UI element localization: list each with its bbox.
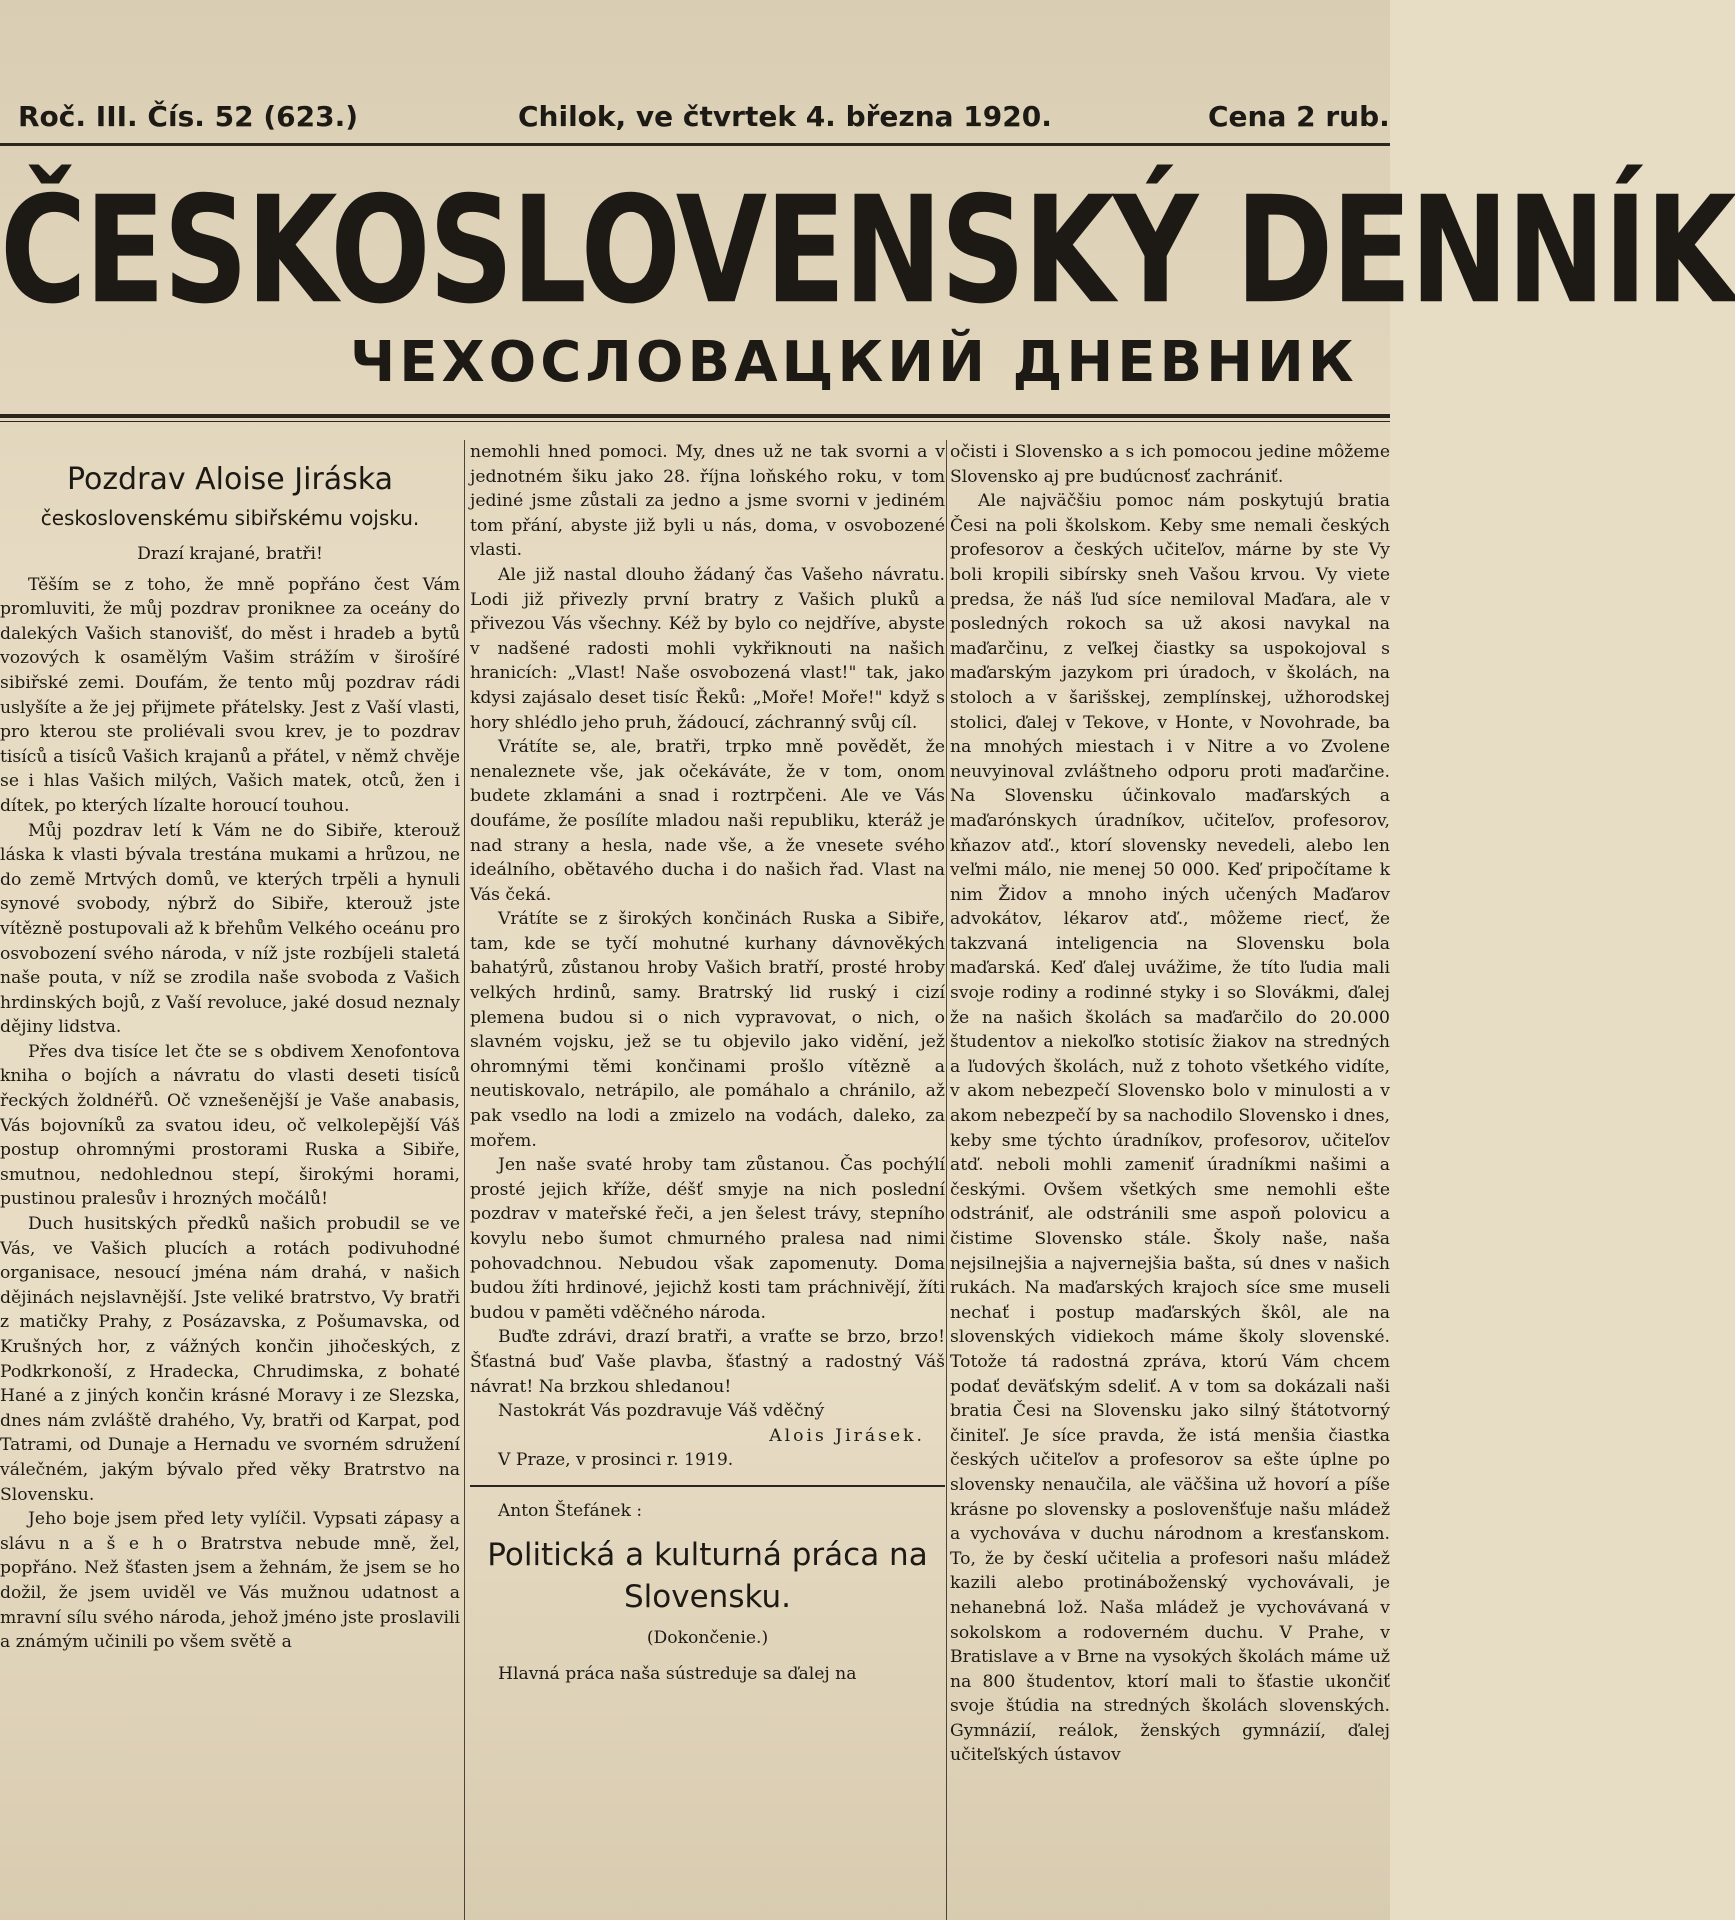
column-1 [0,440,460,1920]
masthead-rule [0,414,1390,418]
article-subtitle: československému sibiřskému vojsku. [40,506,420,530]
paragraph: nemohli hned pomoci. My, dnes už ne tak svorni a v jednotném šiku jako 28. října loňského roku, v tom jediné jsme zůstali za jedno a jsme svorni v jediném tom přání, abyste již byli u nás, doma, v osvobozené vlasti. [470,442,945,561]
paragraph: Těším se z toho, že mně popřáno čest Vám promluviti, že můj pozdrav proniknee za oceány do dalekých Vašich stanovišť, do měst i hradeb a bytů vozových k osamělým Vašim strážím v širošíré sibiřské zemi. Doufám, že tento můj pozdrav rádi uslyšíte a že jej přijmete přátelsky. Jest z Vaší vlasti, pro kterou ste proliévali svou krev, je to pozdrav tisíců a tisíců Vašich krajanů a přátel, v němž chvěje se i hlas Vašich milých, Vašich matek, otců, žen i dítek, po kterých lízalte horoucí touhou. [0,574,460,816]
paragraph: očisti i Slovensko a s ich pomocou jedine môžeme Slovensko aj pre budúcnosť zachrániť. [950,442,1390,487]
paragraph: Jeho boje jsem před lety vylíčil. Vypsati zápasy a slávu n a š e h o Bratrstva nebude mně, žel, popřáno. Než šťasten jsem a žehnám, že jsem se ho dožil, že jsem uviděl ve Vás mužnou udatnost a mravní sílu svého národa, jehož jméno jste proslavili a známým učinili po všem světě a [0,1509,460,1653]
place-date: Chilok, ve čtvrtek 4. března 1920. [518,100,1052,133]
masthead-rule-thin [0,421,1390,422]
article-title: Politická a kulturná práca na Slovensku. [487,1536,928,1615]
paragraph: Hlavná práca naša sústreduje sa ďalej na [498,1664,857,1685]
column-3 [950,440,1390,1920]
paragraph: Ale již nastal dlouho žádaný čas Vašeho návratu. Lodi již přivezly první bratry z Vašich pluků a přivezou Vás všechny. Kéž by bylo co nejdříve, abyste v nadšené radosti mohli vykřiknouti na našich hranicích: „Vlast! Naše osvobozená vlast!" tak, jako kdysi zajásalo deset tisíc Řeků: „Moře! Moře!" když s hory shlédlo jeho pruh, žádoucí, záchranný svůj cíl. [470,564,945,733]
paragraph: Vrátíte se z širokých končinách Ruska a Sibiře, tam, kde se tyčí mohutné kurhany dávnověkých bahatýrů, zůstanou hroby Vašich bratří, prosté hroby velkých hrdinů, samy. Bratrský lid ruský i cizí plemena budou si o nich vypravovat, o nich, o slavném vojsku, jež se tu objevilo jako vidění, jež ohromnými těmi končinami prošlo vítězně a neutiskovalo, netrápilo, ale pomáhalo a chránilo, až pak vsedlo na lodi a zmizelo na vodách, daleko, za mořem. [470,909,945,1151]
paragraph: Nastokrát Vás pozdravuje Váš vděčný [498,1401,825,1422]
article-title: Pozdrav Aloise Jiráska [66,462,394,497]
column-divider [464,440,465,1920]
issue-number: Roč. III. Čís. 52 (623.) [18,100,359,133]
column-2 [470,440,945,1920]
signature: Alois Jirásek. [769,1425,925,1446]
article-separator [470,1485,945,1487]
price: Cena 2 rub. [1208,100,1390,133]
issue-info-row [18,100,1390,140]
masthead-subtitle: ЧЕХОСЛОВАЦКИЙ ДНЕВНИК [350,330,1358,395]
paragraph: Buďte zdrávi, drazí bratři, a vraťte se brzo, brzo! Šťastná buď Vaše plavba, šťastný a radostný Váš návrat! Na brzkou shledanou! [470,1327,945,1397]
top-rule [0,143,1390,146]
paragraph: Přes dva tisíce let čte se s obdivem Xenofontova kniha o bojích a návratu do vlasti deseti tisíců řeckých žoldnéřů. Oč vznešenější je Vaše anabasis, Vás bojovníků za svatou ideu, oč velkolepější Váš postup ohromnými prostorami Ruska a Sibiře, smutnou, nedohlednou stepí, širokými horami, pustinou pralesův i hrozných močálů! [0,1041,460,1210]
paragraph: Ale najväčšiu pomoc nám poskytujú bratia Česi na poli školskom. Keby sme nemali českých profesorov a českých učiteľov, márne by ste Vy boli kropili sibírsky sneh Vašou krvou. Vy viete predsa, že náš ľud síce nemiloval Maďara, ale v posledných rokoch sa už akosi navykal na maďarčinu, z veľkej čiastky sa uspokojoval s maďarským jazykom pri úradoch, v školách, na stoloch a v šarišskej, zemplínskej, užhorodskej stolici, ďalej v Tekove, v Honte, v Novohrade, ba na mnohých miestach i v Nitre a vo Zvolene neuvyinoval zvláštneho odporu proti maďarčine. Na Slovensku účinkovalo maďarských a maďarónskych úradníkov, učiteľov, profesorov, kňazov atď., ktorí slovensky nevedeli, alebo len veľmi málo, nie menej 50 000. Keď pripočítame k nim Židov a mnoho iných učených Maďarov advokátov, lékarov atď., môžeme riecť, že takzvaná inteligencia na Slovensku bola maďarská. Keď ďalej uvážime, že títo ľudia mali svoje rodiny a rodinné styky i so Slovákmi, ďalej že na našich školách sa maďarčilo do 20.000 študentov a niekoľko stotisíc žiakov na stredných a ľudových školách, nuž z tohoto všetkého vidíte, v akom nebezpečí Slovensko bolo v minulosti a v akom nebezpečí by sa nachodilo Slovensko i dnes, keby sme týchto úradníkov, profesorov, učiteľov atď. neboli mohli zameniť úradníkmi našimi a českými. Ovšem všetkých sme nemohli ešte odstrániť, ale odstránili sme aspoň polovicu a čistime Slovensko stále. Školy naše, naša nejsilnejšia a najvernejšia bašta, sú dnes v našich rukách. Na maďarských krajoch síce sme museli nechať i postup maďarských škôl, ale na slovenských vidiekoch máme školy slovenské. Totože tá radostná zpráva, ktorú Vám chcem podať deväťským sdeliť. A v tom sa dokázali naši bratia Česi na Slovensku jako silný štátotvorný činiteľ. Je síce pravda, že istá menšia čiastka českých učiteľov a profesorov sa ešte úplne po slovensky nenaučila, ale väčšina už hovorí a píše krásne po slovensky a poslovenšťuje našu mládež a vychováva v duchu národnom a kresťanskom. To, že by českí učitelia a profesori našu mládež kazili alebo protináboženský vychovávali, je nehanebná lož. Naša mládež je vychovávaná v sokolskom a rodoverném duchu. V Prahe, v Bratislave a v Brne na vysokých školách máme už na 800 študentov, ktorí mali to šťastie ukončiť svoje štúdia na stredných školách slovenských. Gymnázií, reálok, ženských gymnázií, ďalej učiteľských ústavov [950,491,1390,1766]
paragraph: Duch husitských předků našich probudil se ve Vás, ve Vašich plucích a rotách podivuhodné organisace, nesoucí jména nám drahá, v našich dějinách nejslavnější. Jste veliké bratrstvo, Vy bratři z matičky Prahy, z Posázavska, z Pošumavska, od Krušných hor, z vážných končin jihočeských, z Podkrkonoší, z Hradecka, Chrudimska, z bohaté Hané a z jiných končin krásné Moravy i ze Slezska, dnes nám zvláště drahého, Vy, bratři od Karpat, pod Tatrami, od Dunaje a Hernadu ve svorném sdružení válečném, jakým bývalo před věky Bratrstvo na Slovensku. [0,1214,460,1505]
paragraph: Můj pozdrav letí k Vám ne do Sibiře, kterouž láska k vlasti bývala trestána mukami a hrůzou, ne do země Mrtvých domů, ve kterých trpěli a hynuli synové svobody, nýbrž do Sibiře, kterouž jste vítězně postupovali až k břehům Velkého oceánu pro osvobození svého národa, v níž jste rozbíjeli staletá naše pouta, v níž se zrodila naše svoboda z Vašich hrdinských bojů, z Vaší revoluce, jaké dosud neznaly dějiny lidstva. [0,820,460,1038]
dateline: V Praze, v prosinci r. 1919. [498,1450,734,1471]
paragraph: Jen naše svaté hroby tam zůstanou. Čas pochýlí prosté jejich kříže, déšť smyje na nich poslední pozdrav v mateřské řeči, a jen šelest trávy, stepního kovylu nebo šumot chmurného pralesa nad nimi pohovadchnou. Nebudou však zapomenuty. Doma budou žíti hrdinové, jejichž kosti tam práchnivějí, žíti budou v paměti vděčného národa. [470,1155,945,1323]
article-author: Anton Štefánek : [498,1500,643,1521]
salutation: Drazí krajané, bratři! [137,544,323,564]
masthead-title: ČESKOSLOVENSKÝ DENNÍK [0,163,1735,337]
continued-note: (Dokončenie.) [646,1627,769,1648]
column-divider [946,440,947,1920]
paragraph: Vrátíte se, ale, bratři, trpko mně povědět, že nenaleznete vše, jak očekáváte, že v tom, onom budete zklamáni a snad i roztrpčeni. Ale ve Vás doufáme, že posílíte mladou naši republiku, kteráž je nad strany a hesla, nade vše, a že vnesete svého ideálního, obětavého ducha i do našich řad. Vlast na Vás čeká. [470,737,945,905]
